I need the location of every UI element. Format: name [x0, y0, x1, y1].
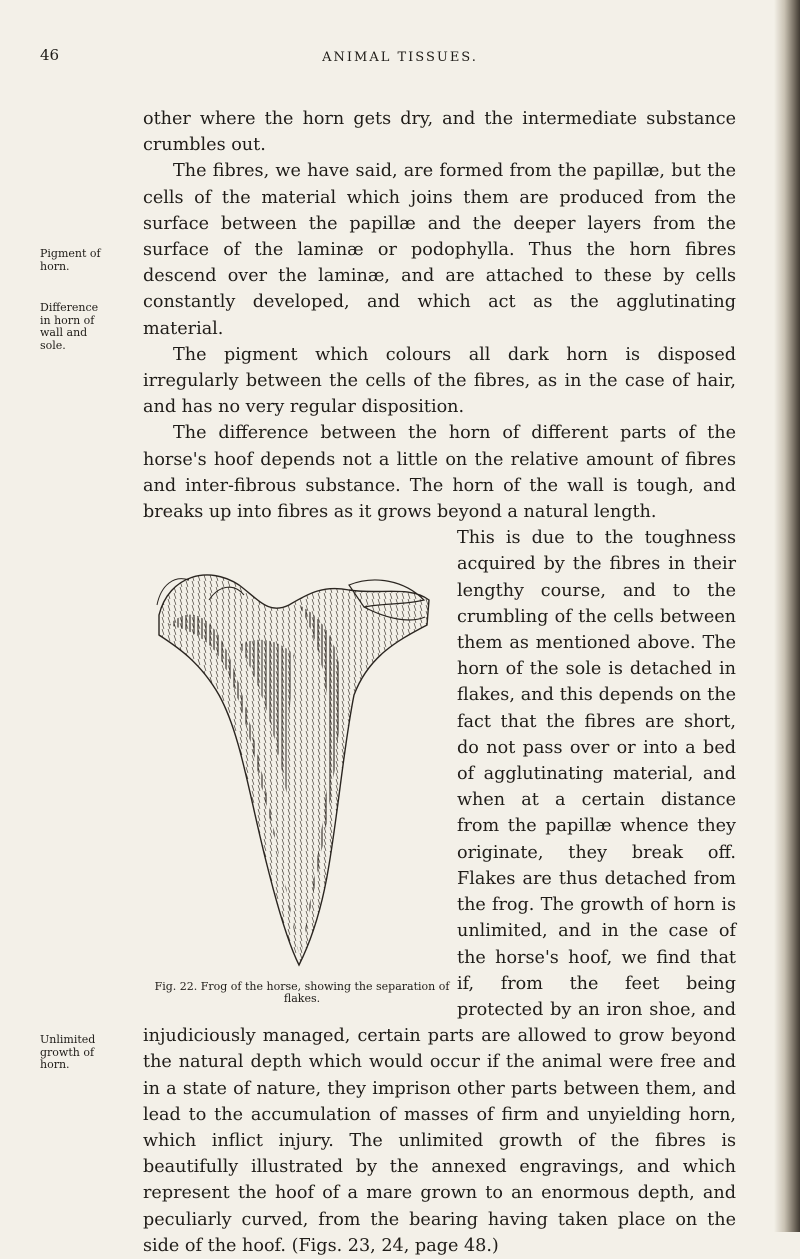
margin-note-difference: Difference in horn of wall and sole.	[40, 301, 99, 352]
page-number: 46	[40, 46, 60, 64]
paragraph: The pigment which colours all dark horn is disposed irregularly between the cells of the fibres, as in the case of hair, and has no very regular disposition.	[143, 344, 736, 418]
paragraph: The fibres, we have said, are formed from the papillæ, but the cells of the material which joins them are produced from the surface between the papillæ and the deeper layers from the surface of the laminæ or podophylla. Thus the horn fibres descend over the laminæ, and are attached to these by cells constantly developed, and which act as the agglutinating material.	[143, 161, 736, 339]
running-title: ANIMAL TISSUES.	[322, 50, 478, 65]
frog-engraving-illustration	[149, 545, 437, 975]
paragraph: other where the horn gets dry, and the intermediate substance crumbles out.	[143, 109, 736, 156]
paragraph: The difference between the horn of different parts of the horse's hoof depends not a little on the relative amount of fibres and inter-fibrous substance. The horn of the wall is tough, and breaks up into fibres as it grows beyond a natural length.	[143, 423, 736, 523]
figure-22	[143, 525, 450, 1013]
body-text	[143, 106, 736, 1259]
page-edge-shadow	[774, 0, 800, 1232]
figure-caption: Fig. 22. Frog of the horse, showing the separation of flakes.	[154, 980, 450, 1006]
margin-note-pigment: Pigment of horn.	[40, 247, 101, 273]
paragraph: This is due to the toughness acquired by the fibres in their lengthy course, and to the crumbling of the cells between them as mentioned above. The horn of the sole is detached in flakes, and this depends on the fact that the fibres are short, do not pass over or into a bed of agglutinating material, and when at a certain distance from the papillæ whence they originate, they break off. Flakes are thus detached from the frog. The growth of horn is unlimited, and in the case of the horse's hoof, we find that if, from the feet being protected by an iron shoe, and injudiciously managed, certain parts are allowed to grow beyond the natural depth which would occur if the animal were free and in a state of nature, they imprison other parts between them, and lead to the accumulation of masses of firm and unyielding horn, which inflict injury. The unlimited growth of the fibres is beautifully illustrated by the annexed engravings, and which represent the hoof of a mare grown to an enormous depth, and peculiarly curved, from the bearing having taken place on the side of the hoof. (Figs. 23, 24, page 48.)	[143, 528, 736, 1256]
margin-note-unlimited: Unlimited growth of horn.	[40, 1033, 96, 1071]
